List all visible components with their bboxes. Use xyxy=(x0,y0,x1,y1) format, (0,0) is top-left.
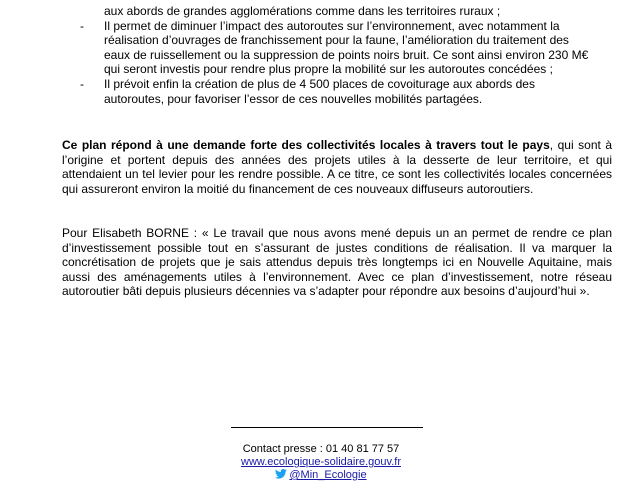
footer-divider xyxy=(231,427,423,428)
website-link[interactable]: www.ecologique-solidaire.gouv.fr xyxy=(241,456,401,468)
paragraph-bold-lead: Ce plan répond à une demande forte des collectivités locales à travers tout le pays xyxy=(62,138,550,152)
bullet-text: Il permet de diminuer l’impact des autoroutes sur l’environnement, avec notamment la réalisation d’ouvrages de franchissement pour la faune, l’amélioration du traitement des eaux de ruissellement ou la suppression de points noirs bruit. Ce sont ainsi environ 230 M€ qui seront investis pour rendre plus propre la mobilité sur les autoroutes concédées ; xyxy=(104,18,589,77)
press-contact: Contact presse : 01 40 81 77 57 xyxy=(242,443,400,455)
website-line xyxy=(0,456,642,470)
bullet-item xyxy=(62,19,592,77)
bullet-continuation: aux abords de grandes agglomérations comme dans les territoires ruraux ; xyxy=(104,4,501,18)
bullet-list xyxy=(62,4,592,106)
paragraph-body: , qui sont à l’origine et portent depuis des années des projets utiles à la desserte de leur territoire, et qui attendaient un tel levier pour les rendre possible. A ce titre, ce sont les collectivités locales concernées qui assureront environ la moitié du financement de ces nouveaux diffuseurs autoroutiers. xyxy=(62,138,612,196)
bullet-text: Il prévoit enfin la création de plus de 4 500 places de covoiturage aux abords des autoroutes, pour favoriser l’essor de ces nouvelles mobilités partagées. xyxy=(104,76,535,106)
twitter-line xyxy=(0,469,642,483)
paragraph-quote: Pour Elisabeth BORNE : « Le travail que nous avons mené depuis un an permet de rendre ce plan d’investissement possible tout en s’assurant de justes conditions de réalisation. Il va marquer la concrétisation de projets que je sais attendus depuis très longtemps ici en Nouvelle Aquitaine, mais aussi des aménagements utiles à l’environnement. Avec ce plan d’investissement, notre réseau autoroutier bâti depuis plusieurs décennies va s’adapter pour répondre aux besoins d’aujourd’hui ». xyxy=(62,226,612,299)
bullet-dash: - xyxy=(80,76,84,91)
twitter-bird-icon[interactable] xyxy=(275,469,287,479)
paragraph-collectivites xyxy=(62,138,612,196)
bullet-dash: - xyxy=(80,18,84,33)
bullet-item xyxy=(62,77,592,106)
twitter-handle-link[interactable]: @Min_Ecologie xyxy=(289,469,367,481)
